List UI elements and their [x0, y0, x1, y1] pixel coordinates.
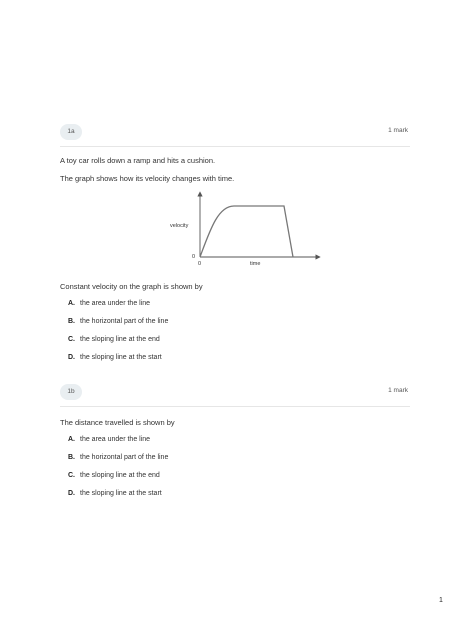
y-origin-label: 0	[192, 254, 196, 260]
x-axis-label: time	[250, 261, 261, 267]
question-1b-option-a[interactable]: A. the area under the line	[68, 436, 151, 443]
y-axis-label: velocity	[170, 223, 189, 229]
question-1b-option-c[interactable]: C. the sloping line at the end	[68, 472, 160, 479]
velocity-line	[200, 206, 293, 257]
question-1a-option-d[interactable]: D. the sloping line at the start	[68, 354, 162, 361]
question-1b-option-d[interactable]: D. the sloping line at the start	[68, 490, 162, 497]
question-1a-option-b[interactable]: B. the horizontal part of the line	[68, 318, 169, 325]
question-1a-mark: 1 mark	[388, 127, 408, 134]
question-1b-mark: 1 mark	[388, 387, 408, 394]
question-1b-header	[60, 384, 410, 407]
question-1a-intro: A toy car rolls down a ramp and hits a cushion.	[60, 156, 216, 165]
question-1b-text: The distance travelled is shown by	[60, 418, 175, 427]
question-1b-badge: 1b	[60, 384, 82, 400]
question-1a-badge: 1a	[60, 124, 82, 140]
page-number: 1	[439, 597, 443, 604]
question-1a-option-a[interactable]: A. the area under the line	[68, 300, 151, 307]
question-1b-option-b[interactable]: B. the horizontal part of the line	[68, 454, 169, 461]
question-1a-graph-intro: The graph shows how its velocity changes with time.	[60, 174, 235, 183]
x-origin-label: 0	[198, 261, 202, 267]
question-1a-option-c[interactable]: C. the sloping line at the end	[68, 336, 160, 343]
question-1a-header	[60, 124, 410, 147]
velocity-time-graph	[168, 190, 328, 270]
question-1a-text: Constant velocity on the graph is shown by	[60, 282, 203, 291]
